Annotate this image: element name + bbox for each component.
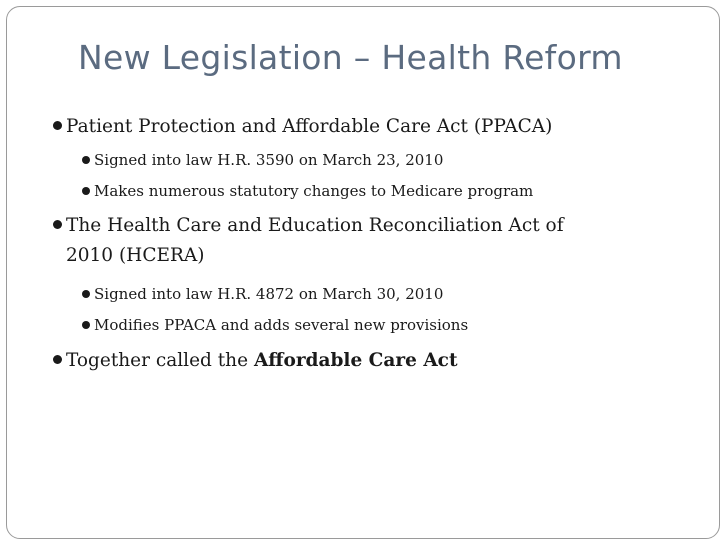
bullet-2-sub-2 bbox=[82, 315, 468, 335]
bullet-dot-icon bbox=[53, 220, 62, 229]
bullet-2-sub-1 bbox=[82, 284, 443, 304]
bullet-dot-icon bbox=[82, 321, 90, 329]
bullet-3 bbox=[53, 348, 458, 374]
bullet-2-sub-2-text: Modifies PPACA and adds several new provisions bbox=[94, 316, 469, 334]
bullet-dot-icon bbox=[53, 121, 62, 130]
bullet-1-text: Patient Protection and Affordable Care Act (PPACA) bbox=[66, 116, 553, 137]
slide-title: New Legislation – Health Reform bbox=[78, 38, 623, 77]
bullet-2-sub-1-text: Signed into law H.R. 4872 on March 30, 2010 bbox=[94, 285, 444, 303]
bullet-dot-icon bbox=[82, 156, 90, 164]
bullet-3-prefix: Together called the bbox=[66, 350, 254, 371]
bullet-1-sub-1 bbox=[82, 150, 443, 170]
bullet-2 bbox=[53, 213, 564, 239]
slide-frame bbox=[6, 6, 720, 539]
bullet-1-sub-2 bbox=[82, 181, 533, 201]
bullet-2-text-line1: The Health Care and Education Reconciliation Act of bbox=[66, 215, 564, 236]
bullet-1-sub-2-text: Makes numerous statutory changes to Medicare program bbox=[94, 182, 534, 200]
bullet-3-emphasis: Affordable Care Act bbox=[253, 350, 458, 371]
bullet-dot-icon bbox=[82, 187, 90, 195]
bullet-1 bbox=[53, 114, 552, 140]
bullet-dot-icon bbox=[82, 290, 90, 298]
bullet-2-continuation: 2010 (HCERA) bbox=[66, 245, 205, 266]
bullet-1-sub-1-text: Signed into law H.R. 3590 on March 23, 2010 bbox=[94, 151, 444, 169]
bullet-dot-icon bbox=[53, 355, 62, 364]
